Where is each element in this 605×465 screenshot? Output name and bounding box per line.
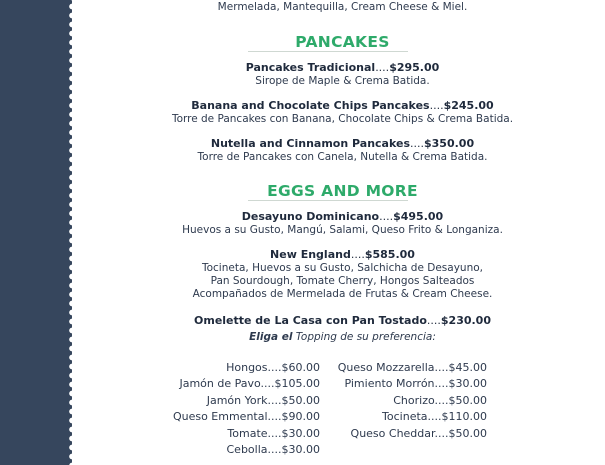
topping-item: Queso Mozzarella....$45.00 [337, 361, 487, 374]
topping-item: Chorizo....$50.00 [393, 393, 487, 407]
preference-bold: Eliga el [249, 331, 293, 343]
menu-item-description: Huevos a su Gusto, Mangú, Salami, Queso Frito & Longaniza. [182, 224, 503, 236]
item-name: New England [270, 248, 351, 261]
section-divider [248, 51, 408, 52]
section-heading-eggs-and-more: EGGS AND MORE [267, 182, 418, 200]
topping-item: Queso Emmental....$90.00 [172, 410, 320, 424]
item-name: Pancakes Tradicional [245, 61, 376, 74]
item-price: $350.00 [424, 137, 475, 150]
topping-item: Hongos....$60.00 [226, 361, 320, 374]
topping-item: Cebolla....$30.00 [226, 443, 320, 457]
menu-item-description: Tocineta, Huevos a su Gusto, Salchicha de Desayuno, [201, 262, 483, 274]
item-dots: .... [375, 61, 390, 74]
topping-item: Pimiento Morrón....$30.00 [344, 377, 487, 391]
menu-item-title [80, 248, 605, 262]
menu-item-title [80, 99, 605, 113]
perforation-edge [66, 0, 78, 465]
item-price: $245.00 [443, 99, 494, 112]
previous-item-description: Mermelada, Mantequilla, Cream Cheese & Miel. [217, 1, 468, 13]
toppings-right-column [338, 360, 487, 442]
side-binding-strip [0, 0, 72, 465]
menu-item-description: Pan Sourdough, Tomate Cherry, Hongos Salteados [210, 275, 475, 287]
toppings-left-column [173, 360, 320, 458]
menu-item-description: Sirope de Maple & Crema Batida. [255, 75, 430, 87]
topping-item: Jamón York....$50.00 [206, 393, 320, 407]
item-dots: .... [429, 99, 444, 112]
menu-item-description: Acompañados de Mermelada de Frutas & Cream Cheese. [192, 288, 493, 300]
menu-item-description: Torre de Pancakes con Banana, Chocolate Chips & Crema Batida. [171, 113, 514, 125]
menu-item-title [80, 314, 605, 328]
menu-item-title [80, 137, 605, 151]
section-heading-pancakes: PANCAKES [295, 33, 390, 51]
menu-item-description: Torre de Pancakes con Canela, Nutella & Crema Batida. [197, 151, 488, 163]
topping-item: Tocineta....$110.00 [382, 410, 487, 424]
item-dots: .... [426, 314, 441, 327]
item-dots: .... [410, 137, 424, 150]
item-price: $230.00 [440, 314, 491, 327]
section-divider [248, 200, 408, 201]
item-name: Desayuno Dominicano [241, 210, 380, 223]
item-name: Omelette de La Casa con Pan Tostado [194, 314, 427, 327]
topping-item: Jamón de Pavo....$105.00 [179, 377, 320, 391]
item-name: Nutella and Cinnamon Pancakes [210, 137, 410, 150]
item-name: Banana and Chocolate Chips Pancakes [191, 99, 430, 112]
item-dots: .... [350, 248, 365, 261]
menu-item-title [80, 61, 605, 75]
menu-content [80, 0, 605, 465]
topping-preference-prompt [80, 331, 605, 343]
item-dots: .... [379, 210, 394, 223]
topping-item: Queso Cheddar....$50.00 [350, 426, 487, 440]
item-price: $295.00 [389, 61, 440, 74]
topping-item: Tomate....$30.00 [227, 426, 320, 440]
item-price: $585.00 [364, 248, 415, 261]
item-price: $495.00 [393, 210, 444, 223]
menu-item-title [80, 210, 605, 224]
preference-rest: Topping de su preferencia: [292, 331, 436, 343]
